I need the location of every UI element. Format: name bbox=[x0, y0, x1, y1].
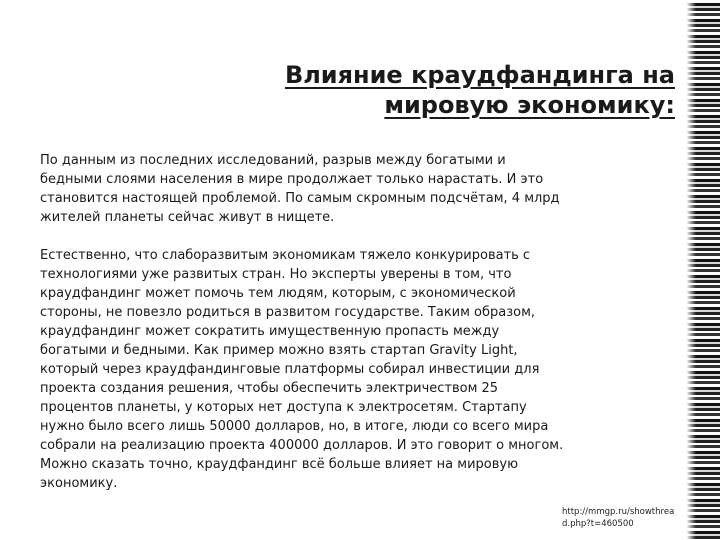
paragraph-1: По данным из последних исследований, разрыв между богатыми и бедными слоями населения в мире продолжает только нарастать. И это становится настоящей проблемой. По самым скромным подсчётам, 4 млрд жителей планеты сейчас живут в нищете. bbox=[40, 153, 560, 225]
slide-title: Влияние краудфандинга на мировую экономику: bbox=[284, 61, 675, 119]
slide-body bbox=[40, 151, 565, 493]
filmstrip-decoration bbox=[686, 0, 720, 540]
source-link[interactable]: http://mmgp.ru/showthread.php?t=460500 bbox=[562, 507, 675, 529]
paragraph-2: Естественно, что слаборазвитым экономикам тяжело конкурировать с технологиями уже развитых стран. Но эксперты уверены в том, что краудфандинг может помочь тем людям, которым, с экономической стороны, не повезло родиться в развитом государстве. Таким образом, краудфандинг может сократить имущественную пропасть между богатыми и бедными. Как пример можно взять стартап Gravity Light, который через краудфандинговые платформы собирал инвестиции для проекта создания решения, чтобы обеспечить электричеством 25 процентов планеты, у которых нет доступа к электросетям. Стартапу нужно было всего лишь 50000 долларов, но, в итоге, люди со всего мира собрали на реализацию проекта 400000 долларов. И это говорит о многом. Можно сказать точно, краудфандинг всё больше влияет на мировую экономику. bbox=[40, 248, 564, 491]
